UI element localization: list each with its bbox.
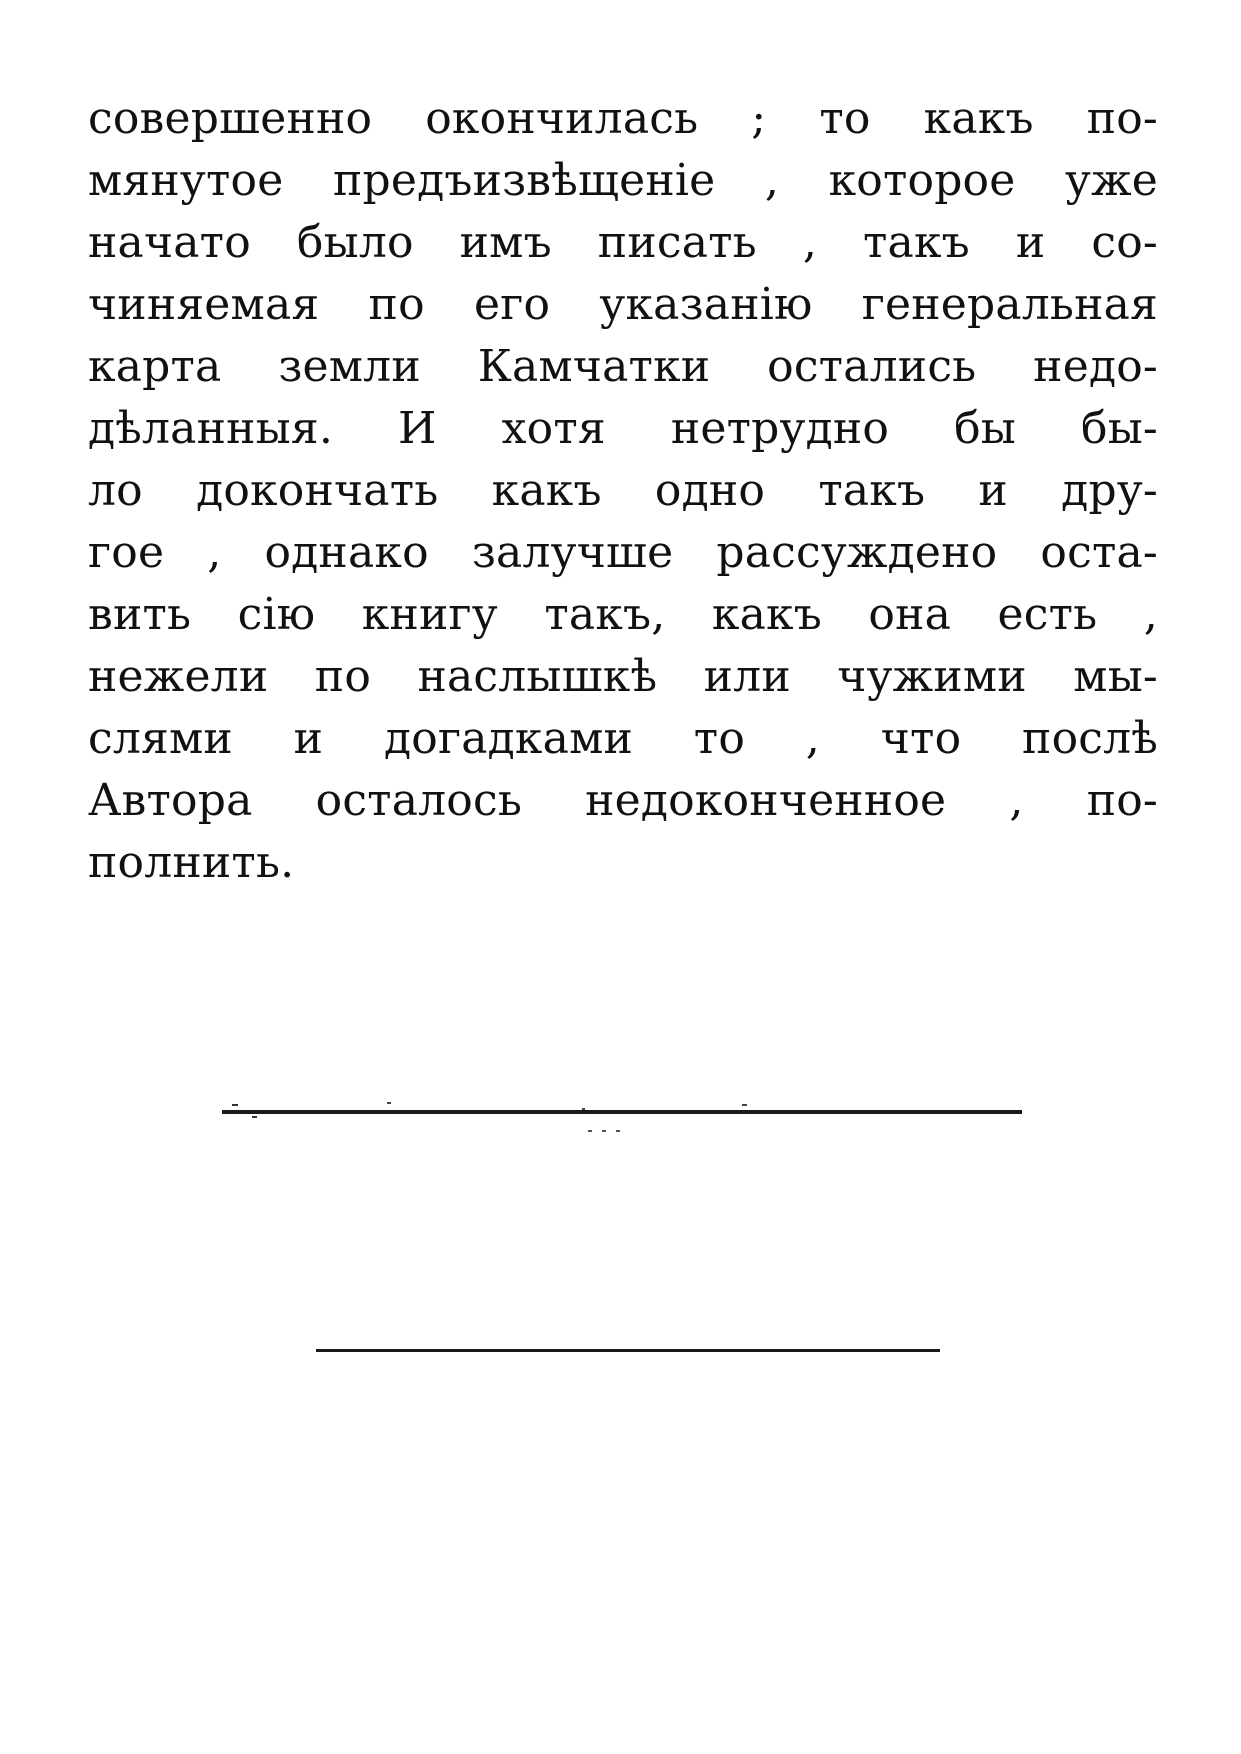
closing-rule (316, 1349, 940, 1352)
text-line-last: полнить. (88, 837, 295, 888)
text-line: Автора осталось недоконченное , по- (88, 775, 1158, 826)
text-line: нежели по наслышкѣ или чужими мы- (88, 651, 1158, 702)
text-line: слями и догадками то , что послѣ (88, 713, 1158, 764)
text-line: начато было имъ писать , такъ и со- (88, 217, 1158, 268)
text-line: дѣланныя. И хотя нетрудно бы бы- (88, 403, 1158, 454)
text-line: мянутое предъизвѣщеніе , которое уже (88, 155, 1158, 206)
text-line: совершенно окончилась ; то какъ по- (88, 93, 1158, 144)
body-text (88, 88, 1158, 894)
text-line: ло докончать какъ одно такъ и дру- (88, 465, 1158, 516)
print-specks (222, 1098, 1022, 1138)
text-line: карта земли Камчатки остались недо- (88, 341, 1158, 392)
text-line: чиняемая по его указанію генеральная (88, 279, 1158, 330)
text-line: вить сію книгу такъ, какъ она есть , (88, 589, 1158, 640)
text-line: гое , однако залучше рассуждено оста- (88, 527, 1158, 578)
